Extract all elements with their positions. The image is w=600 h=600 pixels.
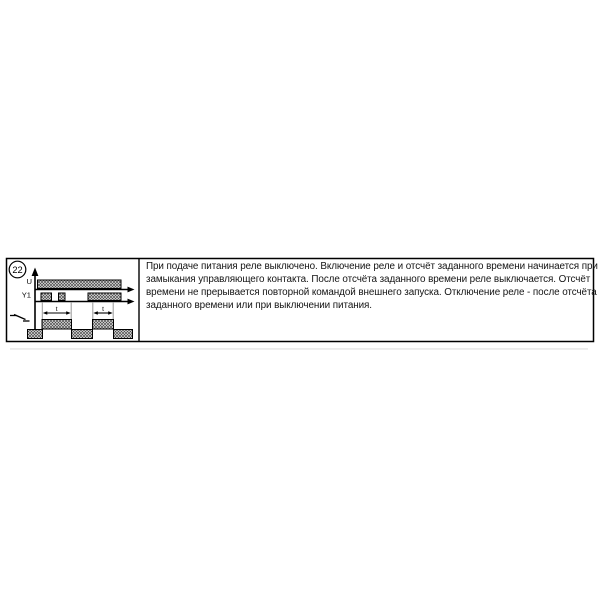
- time-interval-label: t: [55, 306, 58, 313]
- control-pulse-2: [59, 293, 66, 301]
- relay-off-block: [114, 330, 133, 339]
- relay-on-block: [93, 320, 114, 330]
- description-line: замыкания управляющего контакта. После отсчёта заданного времени реле выключается. Отсчёт: [146, 273, 591, 285]
- control-input-label: Y1: [21, 290, 31, 300]
- relay-on-block: [42, 320, 72, 330]
- power-on-bar: [38, 280, 122, 289]
- control-pulse-long: [88, 293, 121, 301]
- description-line: При подаче питания реле выключено. Включение реле и отсчёт заданного времени начинается при: [146, 261, 598, 272]
- relay-off-block: [28, 330, 43, 339]
- panel-index-label: 22: [12, 264, 23, 275]
- control-pulse-1: [41, 293, 52, 301]
- panel-index-badge: [9, 261, 26, 278]
- relay-off-block: [72, 330, 93, 339]
- scan-artifact-line: [10, 348, 588, 350]
- description-line: времени не прерывается повторной командой внешнего запуска. Отключение реле - после отсчёта: [146, 286, 597, 298]
- function-description: [146, 261, 598, 313]
- description-line: заданного времени или при выключении питания.: [146, 299, 372, 311]
- time-interval-label: t: [102, 306, 104, 313]
- power-axis-label: U: [26, 277, 32, 286]
